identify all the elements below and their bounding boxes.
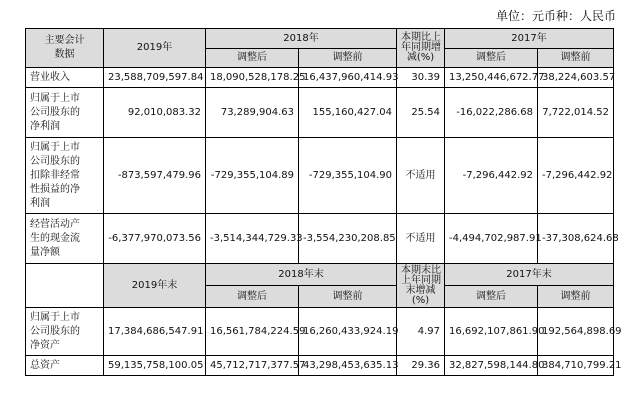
cell-2018-adjusted: 45,712,717,377.57: [206, 356, 299, 376]
year-2018-end-header: 2018年末: [206, 264, 397, 286]
before-2018-header: 调整前: [299, 49, 397, 68]
year-2017-header: 2017年: [445, 29, 614, 49]
year-2019-end-header: 2019年末: [104, 264, 206, 308]
header-row-3: [26, 264, 614, 286]
change-header: 本期比上 年同期增 减(%): [397, 29, 445, 68]
blank-header-cell: [26, 264, 104, 308]
year-2018-header: 2018年: [206, 29, 397, 49]
adjusted-2018-header: 调整后: [206, 49, 299, 68]
cell-2018-before: -3,554,230,208.85: [299, 214, 397, 264]
header-row-1: [26, 29, 614, 49]
cell-2017-adjusted: 16,692,107,861.90: [445, 308, 538, 356]
cell-change: 25.54: [397, 88, 445, 138]
cell-2017-before: 192,564,898.69: [538, 308, 614, 356]
cell-2018-before: 16,260,433,924.19: [299, 308, 397, 356]
row-label: 营业收入: [26, 68, 104, 88]
table-row: [26, 308, 614, 356]
cell-2017-adjusted: 32,827,598,144.80: [445, 356, 538, 376]
adjusted-2018-end-header: 调整后: [206, 286, 299, 308]
cell-2019: 23,588,709,597.84: [104, 68, 206, 88]
cell-2017-adjusted: -16,022,286.68: [445, 88, 538, 138]
cell-2018-before: 16,437,960,414.93: [299, 68, 397, 88]
cell-2017-adjusted: -4,494,702,987.91: [445, 214, 538, 264]
row-label: 归属于上市 公司股东的 净利润: [26, 88, 104, 138]
row-label: 归属于上市 公司股东的 扣除非经常 性损益的净 利润: [26, 138, 104, 214]
cell-2017-before: 384,710,799.21: [538, 356, 614, 376]
unit-note: 单位：元币种：人民币: [495, 9, 616, 23]
before-2018-end-header: 调整前: [299, 286, 397, 308]
cell-2017-before: 7,722,014.52: [538, 88, 614, 138]
row-label: 归属于上市 公司股东的 净资产: [26, 308, 104, 356]
cell-change: 30.39: [397, 68, 445, 88]
cell-2019: -6,377,970,073.56: [104, 214, 206, 264]
table-row: [26, 356, 614, 376]
cell-change: 不适用: [397, 214, 445, 264]
year-2017-end-header: 2017年末: [445, 264, 614, 286]
cell-2017-before: -7,296,442.92: [538, 138, 614, 214]
year-2019-header: 2019年: [104, 29, 206, 68]
cell-2018-adjusted: 16,561,784,224.59: [206, 308, 299, 356]
cell-2018-before: -729,355,104.90: [299, 138, 397, 214]
cell-change: 不适用: [397, 138, 445, 214]
row-label: 经营活动产 生的现金流 量净额: [26, 214, 104, 264]
cell-2017-before: 38,224,603.57: [538, 68, 614, 88]
cell-2018-before: 43,298,453,635.13: [299, 356, 397, 376]
cell-2018-adjusted: -729,355,104.89: [206, 138, 299, 214]
cell-2018-adjusted: -3,514,344,729.33: [206, 214, 299, 264]
table-row: [26, 138, 614, 214]
before-2017-end-header: 调整前: [538, 286, 614, 308]
cell-2019: 59,135,758,100.05: [104, 356, 206, 376]
cell-2018-adjusted: 18,090,528,178.25: [206, 68, 299, 88]
cell-2019: 92,010,083.32: [104, 88, 206, 138]
cell-2019: -873,597,479.96: [104, 138, 206, 214]
cell-2017-adjusted: -7,296,442.92: [445, 138, 538, 214]
financial-table: [25, 28, 622, 376]
before-2017-header: 调整前: [538, 49, 614, 68]
row-label: 总资产: [26, 356, 104, 376]
table-row: [26, 68, 614, 88]
cell-2018-adjusted: 73,289,904.63: [206, 88, 299, 138]
cell-2017-before: -37,308,624.68: [538, 214, 614, 264]
cell-2018-before: 155,160,427.04: [299, 88, 397, 138]
cell-2019: 17,384,686,547.91: [104, 308, 206, 356]
cell-change: 29.36: [397, 356, 445, 376]
table-row: [26, 88, 614, 138]
cell-2017-adjusted: 13,250,446,672.77: [445, 68, 538, 88]
change-end-header: 本期末比 上年同期 末增减 (%): [397, 264, 445, 308]
adjusted-2017-end-header: 调整后: [445, 286, 538, 308]
adjusted-2017-header: 调整后: [445, 49, 538, 68]
cell-change: 4.97: [397, 308, 445, 356]
main-data-header: 主要会计 数据: [26, 29, 104, 68]
table-row: [26, 214, 614, 264]
